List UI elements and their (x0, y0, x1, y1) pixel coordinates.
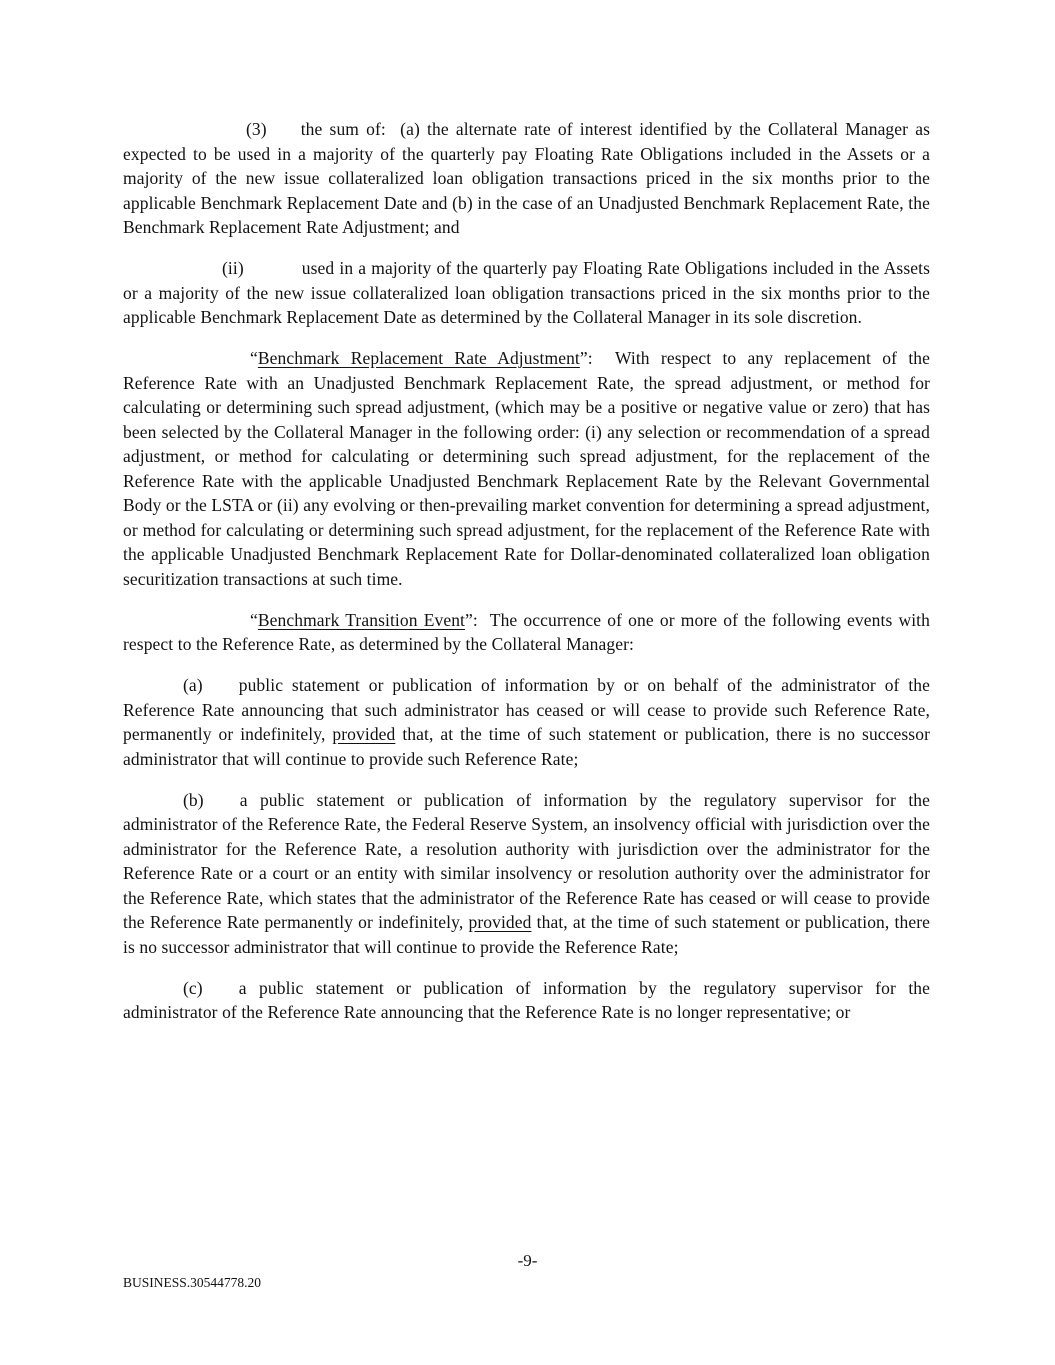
clause-a-text: public statement or publication of information by or on behalf of the administrator of the Reference Rate announcing that such administrator has ceased or will cease to provide such Reference Rate, permanently or indefinitely, provided that, at the time of such statement or publication, there is no successor administrator that will continue to provide such Reference Rate; (123, 675, 930, 769)
first-line-indent (123, 993, 183, 994)
clause-c-paragraph (123, 976, 930, 1025)
tab-gap (204, 805, 240, 806)
clause-c-label: (c) (183, 977, 203, 998)
first-line-indent (123, 134, 246, 135)
first-line-indent (123, 363, 250, 364)
clause-b-text: a public statement or publication of information by the regulatory supervisor for the administrator of the Reference Rate, the Federal Reserve System, an insolvency official with jurisdiction over the administrator for the Reference Rate, a resolution authority with jurisdiction over the administrator for the Reference Rate or a court or an entity with similar insolvency or resolution authority over the administrator for the Reference Rate, which states that the administrator of the Reference Rate has ceased or will cease to provide the Reference Rate permanently or indefinitely, provided that, at the time of such statement or publication, there is no successor administrator that will continue to provide the Reference Rate; (123, 789, 930, 957)
clause-a-label: (a) (183, 675, 203, 695)
clause-c-text: a public statement or publication of information by the regulatory supervisor for the administrator of the Reference Rate announcing that the Reference Rate is no longer representative; or (123, 977, 930, 1022)
clause-ii-label: (ii) (222, 258, 244, 278)
first-line-indent (123, 805, 183, 806)
clause-b-label: (b) (183, 789, 204, 810)
tab-gap (267, 134, 301, 135)
definition-benchmark-transition-event (123, 608, 930, 657)
document-body (123, 117, 930, 1025)
clause-3-paragraph (123, 117, 930, 240)
first-line-indent (123, 273, 222, 274)
tab-gap (244, 273, 302, 274)
first-line-indent (123, 690, 183, 691)
first-line-indent (123, 625, 250, 626)
page-number: -9- (517, 1251, 538, 1270)
definition-text: “Benchmark Replacement Rate Adjustment”: With respect to any replacement of the Reference Rate with an Unadjusted Benchmark Replacement Rate, the spread adjustment, or method for calculating or determining such spread adjustment, (which may be a positive or negative value or zero) that has been selected by the Collateral Manager in the following order: (i) any selection or recommendation of a spread adjustment, or method for calculating or determining such spread adjustment, for the replacement of the Reference Rate with the applicable Unadjusted Benchmark Replacement Rate by the Relevant Governmental Body or the LSTA or (ii) any evolving or then-prevailing market convention for determining a spread adjustment, or method for calculating or determining such spread adjustment, for the replacement of the Reference Rate with the applicable Unadjusted Benchmark Replacement Rate for Dollar-denominated collateralized loan obligation securitization transactions at such time. (123, 348, 930, 589)
clause-a-paragraph (123, 673, 930, 771)
clause-3-label: (3) (246, 119, 267, 139)
clause-3-text: the sum of: (a) the alternate rate of interest identified by the Collateral Manager as expected to be used in a majority of the quarterly pay Floating Rate Obligations included in the Assets or a majority of the new issue collateralized loan obligation transactions priced in the six months prior to the applicable Benchmark Replacement Date and (b) in the case of an Unadjusted Benchmark Replacement Rate, the Benchmark Replacement Rate Adjustment; and (123, 119, 930, 237)
tab-gap (203, 690, 239, 691)
definition-text: “Benchmark Transition Event”: The occurrence of one or more of the following events with respect to the Reference Rate, as determined by the Collateral Manager: (123, 609, 930, 654)
clause-b-paragraph (123, 788, 930, 960)
clause-ii-text: used in a majority of the quarterly pay Floating Rate Obligations included in the Assets or a majority of the new issue collateralized loan obligation transactions priced in the six months prior to the applicable Benchmark Replacement Date as determined by the Collateral Manager in its sole discretion. (123, 258, 930, 327)
tab-gap (203, 993, 239, 994)
document-id-stamp: BUSINESS.30544778.20 (123, 1275, 262, 1290)
clause-ii-paragraph (123, 256, 930, 330)
definition-benchmark-replacement-rate-adjustment (123, 346, 930, 591)
